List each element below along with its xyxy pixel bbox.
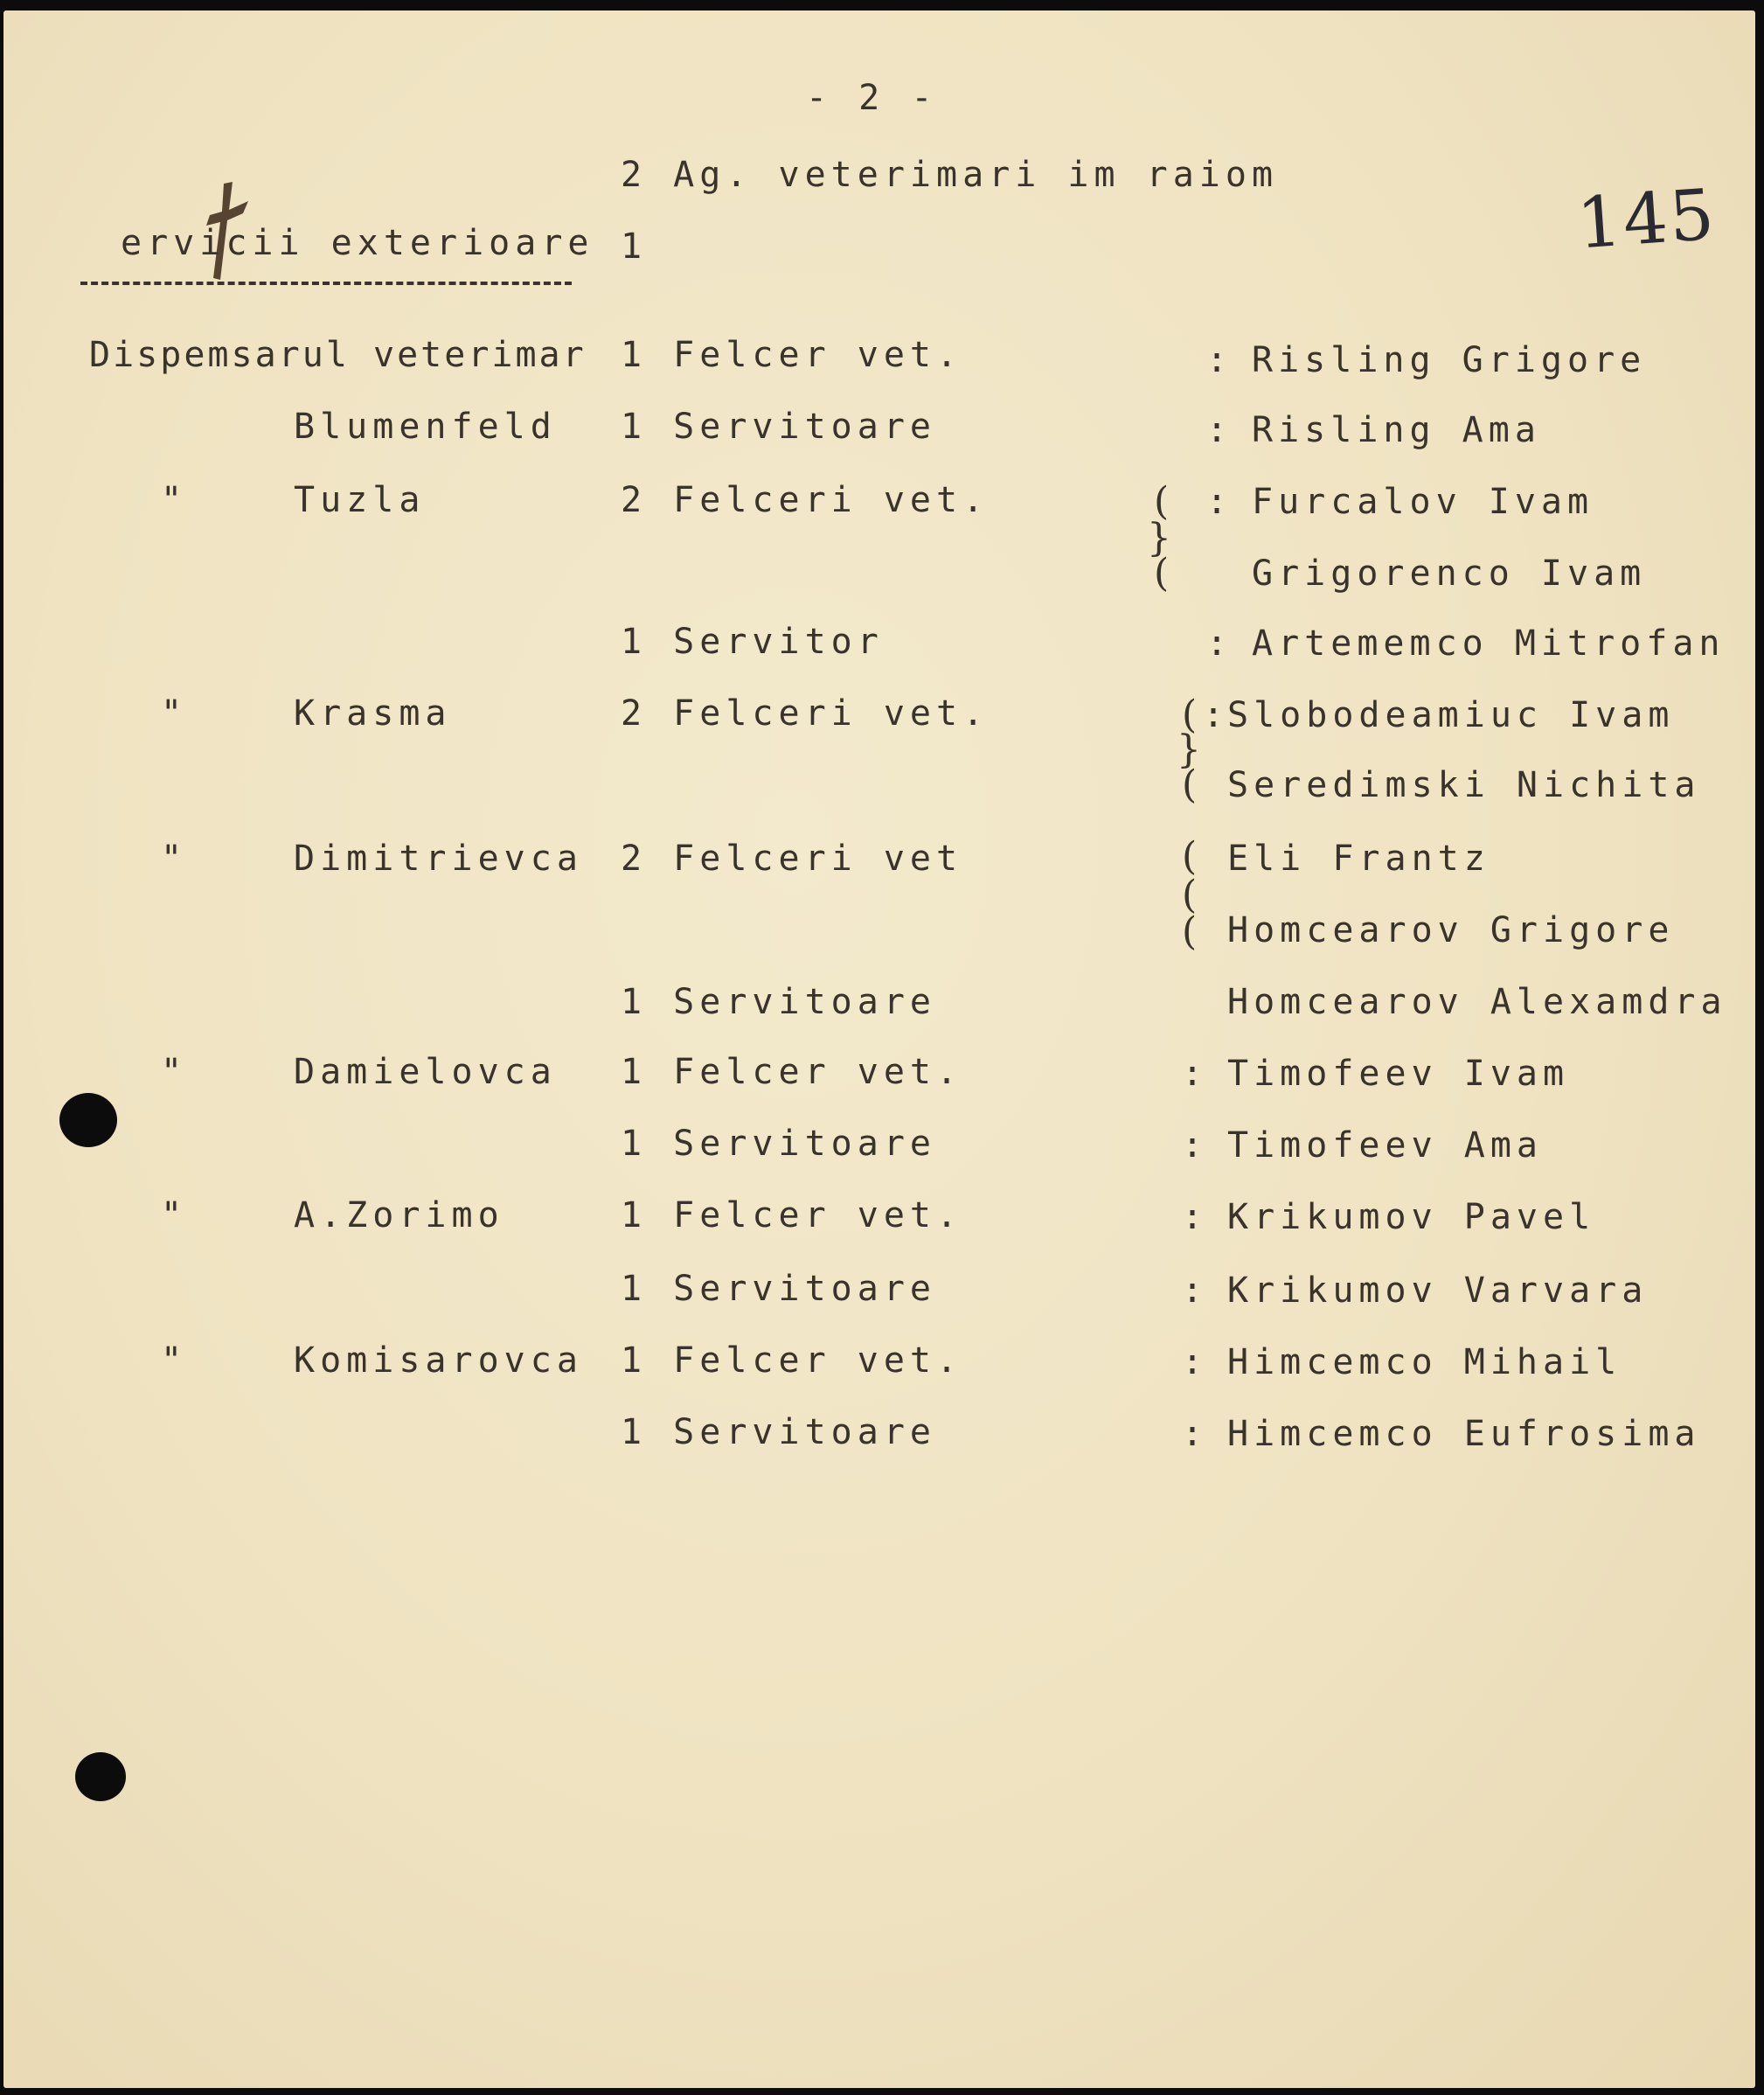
- separator: :: [1182, 1270, 1209, 1311]
- unit-cell: A.Zorimo: [294, 1195, 504, 1235]
- position-cell: 1 Servitoare: [621, 1124, 936, 1164]
- name-cell: Himcemco Eufrosima: [1227, 1414, 1701, 1454]
- ditto-mark: ": [161, 693, 188, 734]
- name-cell: Timofeev Ivam: [1227, 1054, 1570, 1094]
- handwritten-page-number: 145: [1573, 173, 1719, 265]
- separator: :: [1182, 1125, 1209, 1166]
- position-cell: 1 Felcer vet.: [621, 1340, 963, 1381]
- separator: :: [1203, 695, 1230, 735]
- ditto-mark: ": [161, 1340, 188, 1381]
- name-cell: Seredimski Nichita: [1227, 765, 1701, 805]
- punch-hole: [59, 1093, 117, 1147]
- section-title: ervicii exterioare: [121, 223, 594, 263]
- position-cell: 1 Felcer vet.: [621, 1052, 963, 1092]
- brace-mark: (: [1182, 834, 1198, 879]
- section-count: 1: [621, 226, 648, 267]
- separator: :: [1182, 1054, 1209, 1094]
- ditto-mark: ": [161, 480, 188, 520]
- ditto-mark: ": [161, 1195, 188, 1235]
- document-page: [3, 10, 1755, 2088]
- position-cell: 2 Felceri vet.: [621, 480, 990, 520]
- separator: :: [1206, 340, 1233, 380]
- brace-mark: (: [1154, 479, 1170, 524]
- separator: :: [1206, 482, 1233, 522]
- unit-cell: Damielovca: [294, 1052, 557, 1092]
- position-cell: 1 Servitoare: [621, 982, 936, 1022]
- name-cell: Grigorenco Ivam: [1252, 553, 1647, 594]
- position-cell: 1 Servitoare: [621, 1269, 936, 1309]
- ditto-mark: ": [161, 839, 188, 879]
- unit-cell: Krasma: [294, 693, 452, 734]
- name-cell: Krikumov Varvara: [1227, 1270, 1649, 1311]
- first-col-title: Dispemsarul veterimar: [89, 335, 587, 375]
- name-cell: Homcearov Alexamdra: [1227, 982, 1727, 1022]
- position-cell: 1 Servitoare: [621, 407, 936, 447]
- unit-cell: Dimitrievca: [294, 839, 583, 879]
- unit-cell: Blumenfeld: [294, 407, 557, 447]
- name-cell: Risling Ama: [1252, 410, 1541, 450]
- brace-mark: }: [1147, 516, 1171, 560]
- position-cell: 2 Felceri vet.: [621, 693, 990, 734]
- section-title-underline: [80, 282, 572, 285]
- name-cell: Homcearov Grigore: [1227, 910, 1675, 950]
- brace-mark: }: [1177, 727, 1201, 772]
- position-cell: 2 Felceri vet: [621, 839, 963, 879]
- separator: :: [1182, 1414, 1209, 1454]
- name-cell: Slobodeamiuc Ivam: [1227, 695, 1675, 735]
- heading-line: 2 Ag. veterimari im raiom: [621, 155, 1279, 195]
- brace-mark: (: [1182, 909, 1198, 954]
- ditto-mark: ": [161, 1052, 188, 1092]
- unit-cell: Komisarovca: [294, 1340, 583, 1381]
- separator: :: [1206, 623, 1233, 664]
- brace-mark: (: [1154, 551, 1170, 595]
- name-cell: Krikumov Pavel: [1227, 1197, 1596, 1237]
- name-cell: Artememco Mitrofan: [1252, 623, 1726, 664]
- name-cell: Risling Grigore: [1252, 340, 1647, 380]
- punch-hole: [75, 1752, 126, 1801]
- brace-mark: (: [1182, 873, 1198, 917]
- name-cell: Timofeev Ama: [1227, 1125, 1543, 1166]
- separator: :: [1182, 1197, 1209, 1237]
- position-cell: 1 Felcer vet.: [621, 335, 963, 375]
- position-cell: 1 Servitor: [621, 622, 884, 662]
- unit-cell: Tuzla: [294, 480, 426, 520]
- separator: :: [1182, 1342, 1209, 1382]
- brace-mark: (: [1182, 693, 1198, 737]
- position-cell: 1 Felcer vet.: [621, 1195, 963, 1235]
- name-cell: Eli Frantz: [1227, 839, 1490, 879]
- separator: :: [1206, 410, 1233, 450]
- name-cell: Furcalov Ivam: [1252, 482, 1594, 522]
- brace-mark: (: [1182, 762, 1198, 807]
- name-cell: Himcemco Mihail: [1227, 1342, 1622, 1382]
- page-number: - 2 -: [806, 78, 938, 118]
- position-cell: 1 Servitoare: [621, 1412, 936, 1452]
